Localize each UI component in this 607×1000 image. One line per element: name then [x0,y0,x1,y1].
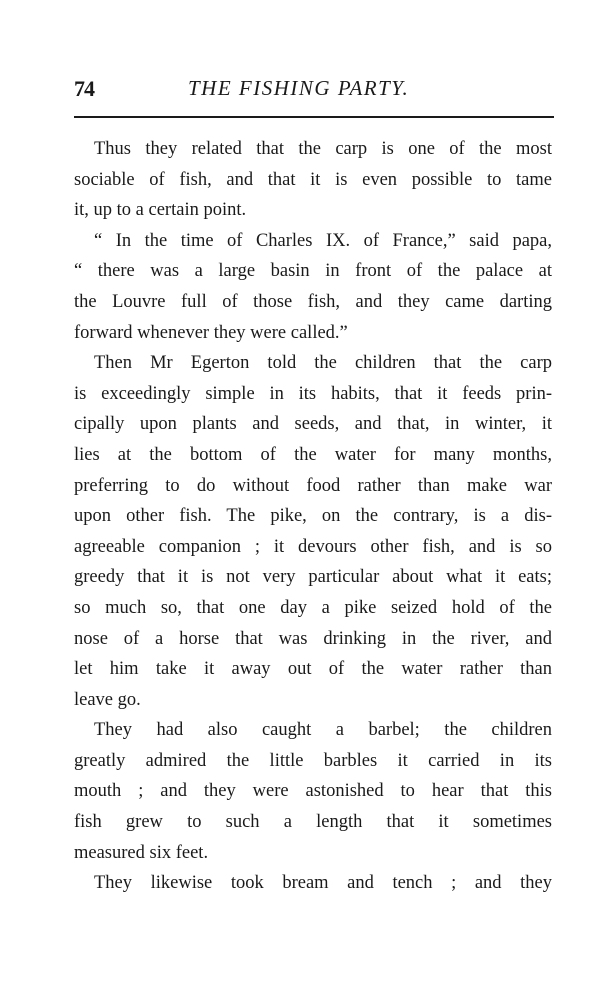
text-line: mouth ; and they were astonished to hear that this [74,781,552,802]
text-line: greedy that it is not very particular about what it eats; [74,567,552,588]
header-rule [74,116,554,118]
text-line: Thus they related that the carp is one of the most [94,139,552,159]
text-line: “ In the time of Charles IX. of France,” said papa, [94,230,552,251]
text-line: nose of a horse that was drinking in the river, and [74,628,552,649]
text-line: the Louvre full of those fish, and they came darting [74,291,552,312]
text-line: cipally upon plants and seeds, and that, in winter, it [74,414,552,435]
page-number: 74 [74,76,94,101]
page-header [74,72,554,106]
text-line: greatly admired the little barbles it carried in its [74,750,552,771]
text-line: leave go. [74,689,141,710]
text-line: They likewise took bream and tench ; and they [94,873,552,894]
text-line: sociable of fish, and that it is even possible to tame [74,169,552,190]
text-line: is exceedingly simple in its habits, that it feeds prin- [74,383,552,404]
body-text [74,134,552,899]
text-line: “ there was a large basin in front of the palace at [74,261,552,282]
text-line: They had also caught a barbel; the children [94,720,552,741]
text-line: upon other fish. The pike, on the contrary, is a dis- [74,506,552,527]
text-line: lies at the bottom of the water for many months, [74,444,552,465]
text-line: measured six feet. [74,842,209,863]
text-line: fish grew to such a length that it sometimes [74,812,552,833]
text-line: let him take it away out of the water rather than [74,659,552,680]
text-line: so much so, that one day a pike seized hold of the [74,597,552,618]
running-head: THE FISHING PARTY. [188,76,410,100]
text-line: preferring to do without food rather than make war [74,475,552,496]
text-line: agreeable companion ; it devours other fish, and is so [74,536,552,557]
text-line: forward whenever they were called.” [74,322,348,343]
text-line: it, up to a certain point. [74,200,247,221]
text-line: Then Mr Egerton told the children that the carp [94,353,552,374]
